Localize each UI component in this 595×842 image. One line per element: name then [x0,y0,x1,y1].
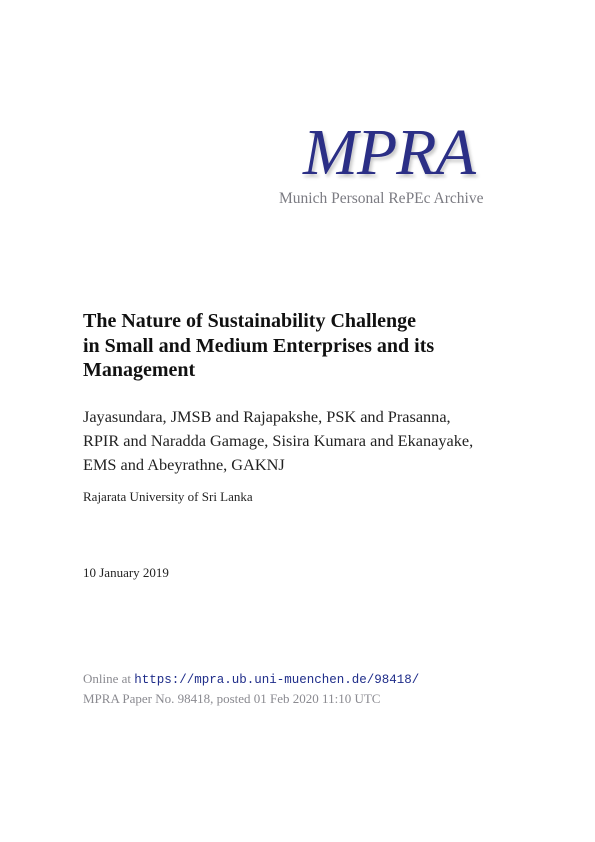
paper-affiliation: Rajarata University of Sri Lanka [83,489,253,504]
paper-info: MPRA Paper No. 98418, posted 01 Feb 2020 11:10 UTC [83,691,381,706]
paper-title: The Nature of Sustainability Challenge in Small and Medium Enterprises and its Management [83,310,435,381]
online-at-label: Online at [83,671,132,686]
paper-url-link[interactable]: https://mpra.ub.uni-muenchen.de/98418/ [134,673,420,687]
mpra-logo-mark: MPRA [303,116,475,189]
online-at-line [83,671,419,687]
paper-date: 10 January 2019 [83,565,169,580]
mpra-logo-subtitle: Munich Personal RePEc Archive [279,190,484,207]
paper-authors: Jayasundara, JMSB and Rajapakshe, PSK and Prasanna, RPIR and Naradda Gamage, Sisira Kumara and Ekanayake, EMS and Abeyrathne, GAKNJ [83,407,474,474]
